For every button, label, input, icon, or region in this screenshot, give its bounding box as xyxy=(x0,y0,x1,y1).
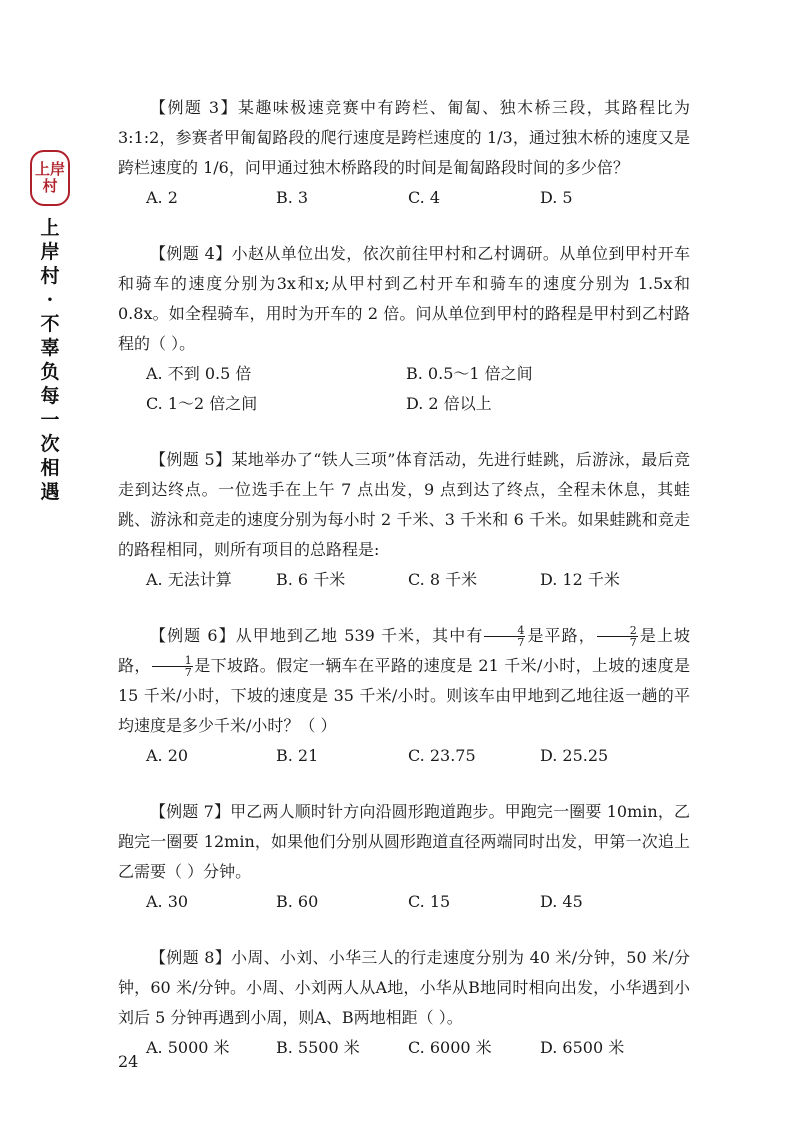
slogan-char: 次 xyxy=(40,433,60,455)
fraction-denominator: 7 xyxy=(184,666,192,679)
option-a: A. 2 xyxy=(146,188,178,207)
options-row xyxy=(118,887,690,917)
question-3 xyxy=(118,93,690,213)
option-c: C. 8 千米 xyxy=(408,570,478,589)
seal-top-text: 上岸 xyxy=(34,160,65,178)
page-content xyxy=(118,93,690,1089)
option-b: B. 0.5～1 倍之间 xyxy=(406,364,533,383)
option-b: B. 3 xyxy=(276,188,309,207)
seal-bottom-text: 村 xyxy=(42,177,58,195)
fraction-numerator: 2 xyxy=(597,625,638,637)
option-a: A. 20 xyxy=(146,746,189,765)
question-text-part: 是下坡路。假定一辆车在平路的速度是 21 千米/小时，上坡的速度是 15 千米/小时，下坡的速度是 35 千米/小时。则该车由甲地到乙地往返一趟的平均速度是多少千米/小时？（ ） xyxy=(118,656,690,735)
option-b: B. 60 xyxy=(276,892,319,911)
slogan-char: 不 xyxy=(40,313,60,335)
options-grid xyxy=(118,359,690,419)
options-row xyxy=(118,1033,690,1063)
option-d: D. 5 xyxy=(540,188,573,207)
question-text: 【例题 8】小周、小刘、小华三人的行走速度分别为 40 米/分钟，50 米/分钟，60 米/分钟。小周、小刘两人从A地，小华从B地同时相向出发，小华遇到小刘后 5 分钟再遇到小周，则A、B两地相距（ ）。 xyxy=(118,948,690,1027)
slogan-char: 村 xyxy=(40,265,60,287)
question-text: 【例题 3】某趣味极速竞赛中有跨栏、匍匐、独木桥三段，其路程比为 3:1:2，参赛者甲匍匐路段的爬行速度是跨栏速度的 1/3，通过独木桥的速度又是跨栏速度的 1/6，问甲通过独木桥路段的时间是匍匐路段时间的多少倍？ xyxy=(118,98,690,177)
option-d: D. 2 倍以上 xyxy=(406,394,492,413)
fraction-numerator: 1 xyxy=(152,655,193,667)
option-a: A. 无法计算 xyxy=(146,570,232,589)
question-5 xyxy=(118,445,690,595)
fraction-four-sevenths xyxy=(484,625,525,648)
options-row xyxy=(118,565,690,595)
option-b: B. 21 xyxy=(276,746,319,765)
option-c: C. 23.75 xyxy=(408,746,476,765)
question-text: 【例题 5】某地举办了“铁人三项”体育活动，先进行蛙跳，后游泳，最后竞走到达终点。一位选手在上午 7 点出发，9 点到达了终点，全程未休息，其蛙跳、游泳和竞走的速度分别为每小时 2 千米、3 千米和 6 千米。如果蛙跳和竞走的路程相同，则所有项目的总路程是: xyxy=(118,450,690,559)
option-b: B. 5500 米 xyxy=(276,1038,360,1057)
option-b: B. 6 千米 xyxy=(276,570,346,589)
slogan-char: 上 xyxy=(40,217,60,239)
option-c: C. 1～2 倍之间 xyxy=(146,394,258,413)
option-a: A. 5000 米 xyxy=(146,1038,230,1057)
sidebar-brand xyxy=(22,150,78,504)
slogan-char: · xyxy=(46,289,54,311)
vertical-slogan xyxy=(40,216,59,504)
option-a: A. 不到 0.5 倍 xyxy=(146,364,252,383)
question-text: 【例题 7】甲乙两人顺时针方向沿圆形跑道跑步。甲跑完一圈要 10min，乙跑完一圈要 12min，如果他们分别从圆形跑道直径两端同时出发，甲第一次追上乙需要（ ）分钟。 xyxy=(118,802,690,881)
slogan-char: 一 xyxy=(40,409,60,431)
question-6 xyxy=(118,621,690,771)
fraction-denominator: 7 xyxy=(629,636,637,649)
page-number: 24 xyxy=(118,1052,139,1071)
logo-seal xyxy=(30,150,70,206)
question-text-part: 是平路， xyxy=(526,626,596,645)
question-text xyxy=(118,621,690,741)
option-d: D. 45 xyxy=(540,892,583,911)
option-d: D. 25.25 xyxy=(540,746,609,765)
question-text-part: 是上坡路， xyxy=(118,626,690,675)
question-4 xyxy=(118,239,690,419)
fraction-one-seventh xyxy=(152,655,193,678)
option-d: D. 6500 米 xyxy=(540,1038,625,1057)
option-c: C. 6000 米 xyxy=(408,1038,492,1057)
options-row xyxy=(118,741,690,771)
option-a: A. 30 xyxy=(146,892,189,911)
slogan-char: 相 xyxy=(40,457,60,479)
question-7 xyxy=(118,797,690,917)
fraction-numerator: 4 xyxy=(484,625,525,637)
option-d: D. 12 千米 xyxy=(540,570,620,589)
fraction-two-sevenths xyxy=(597,625,638,648)
slogan-char: 负 xyxy=(40,361,60,383)
option-c: C. 4 xyxy=(408,188,441,207)
options-row xyxy=(118,183,690,213)
question-text-part: 【例题 6】从甲地到乙地 539 千米，其中有 xyxy=(150,626,484,645)
slogan-char: 遇 xyxy=(40,481,60,503)
option-c: C. 15 xyxy=(408,892,451,911)
question-8 xyxy=(118,943,690,1063)
slogan-char: 辜 xyxy=(40,337,60,359)
slogan-char: 每 xyxy=(40,385,60,407)
slogan-char: 岸 xyxy=(40,241,60,263)
fraction-denominator: 7 xyxy=(517,636,525,649)
question-text: 【例题 4】小赵从单位出发，依次前往甲村和乙村调研。从单位到甲村开车和骑车的速度分别为3x和x;从甲村到乙村开车和骑车的速度分别为 1.5x和 0.8x。如全程骑车，用时为开车的 2 倍。问从单位到甲村的路程是甲村到乙村路程的（ ）。 xyxy=(118,244,690,353)
